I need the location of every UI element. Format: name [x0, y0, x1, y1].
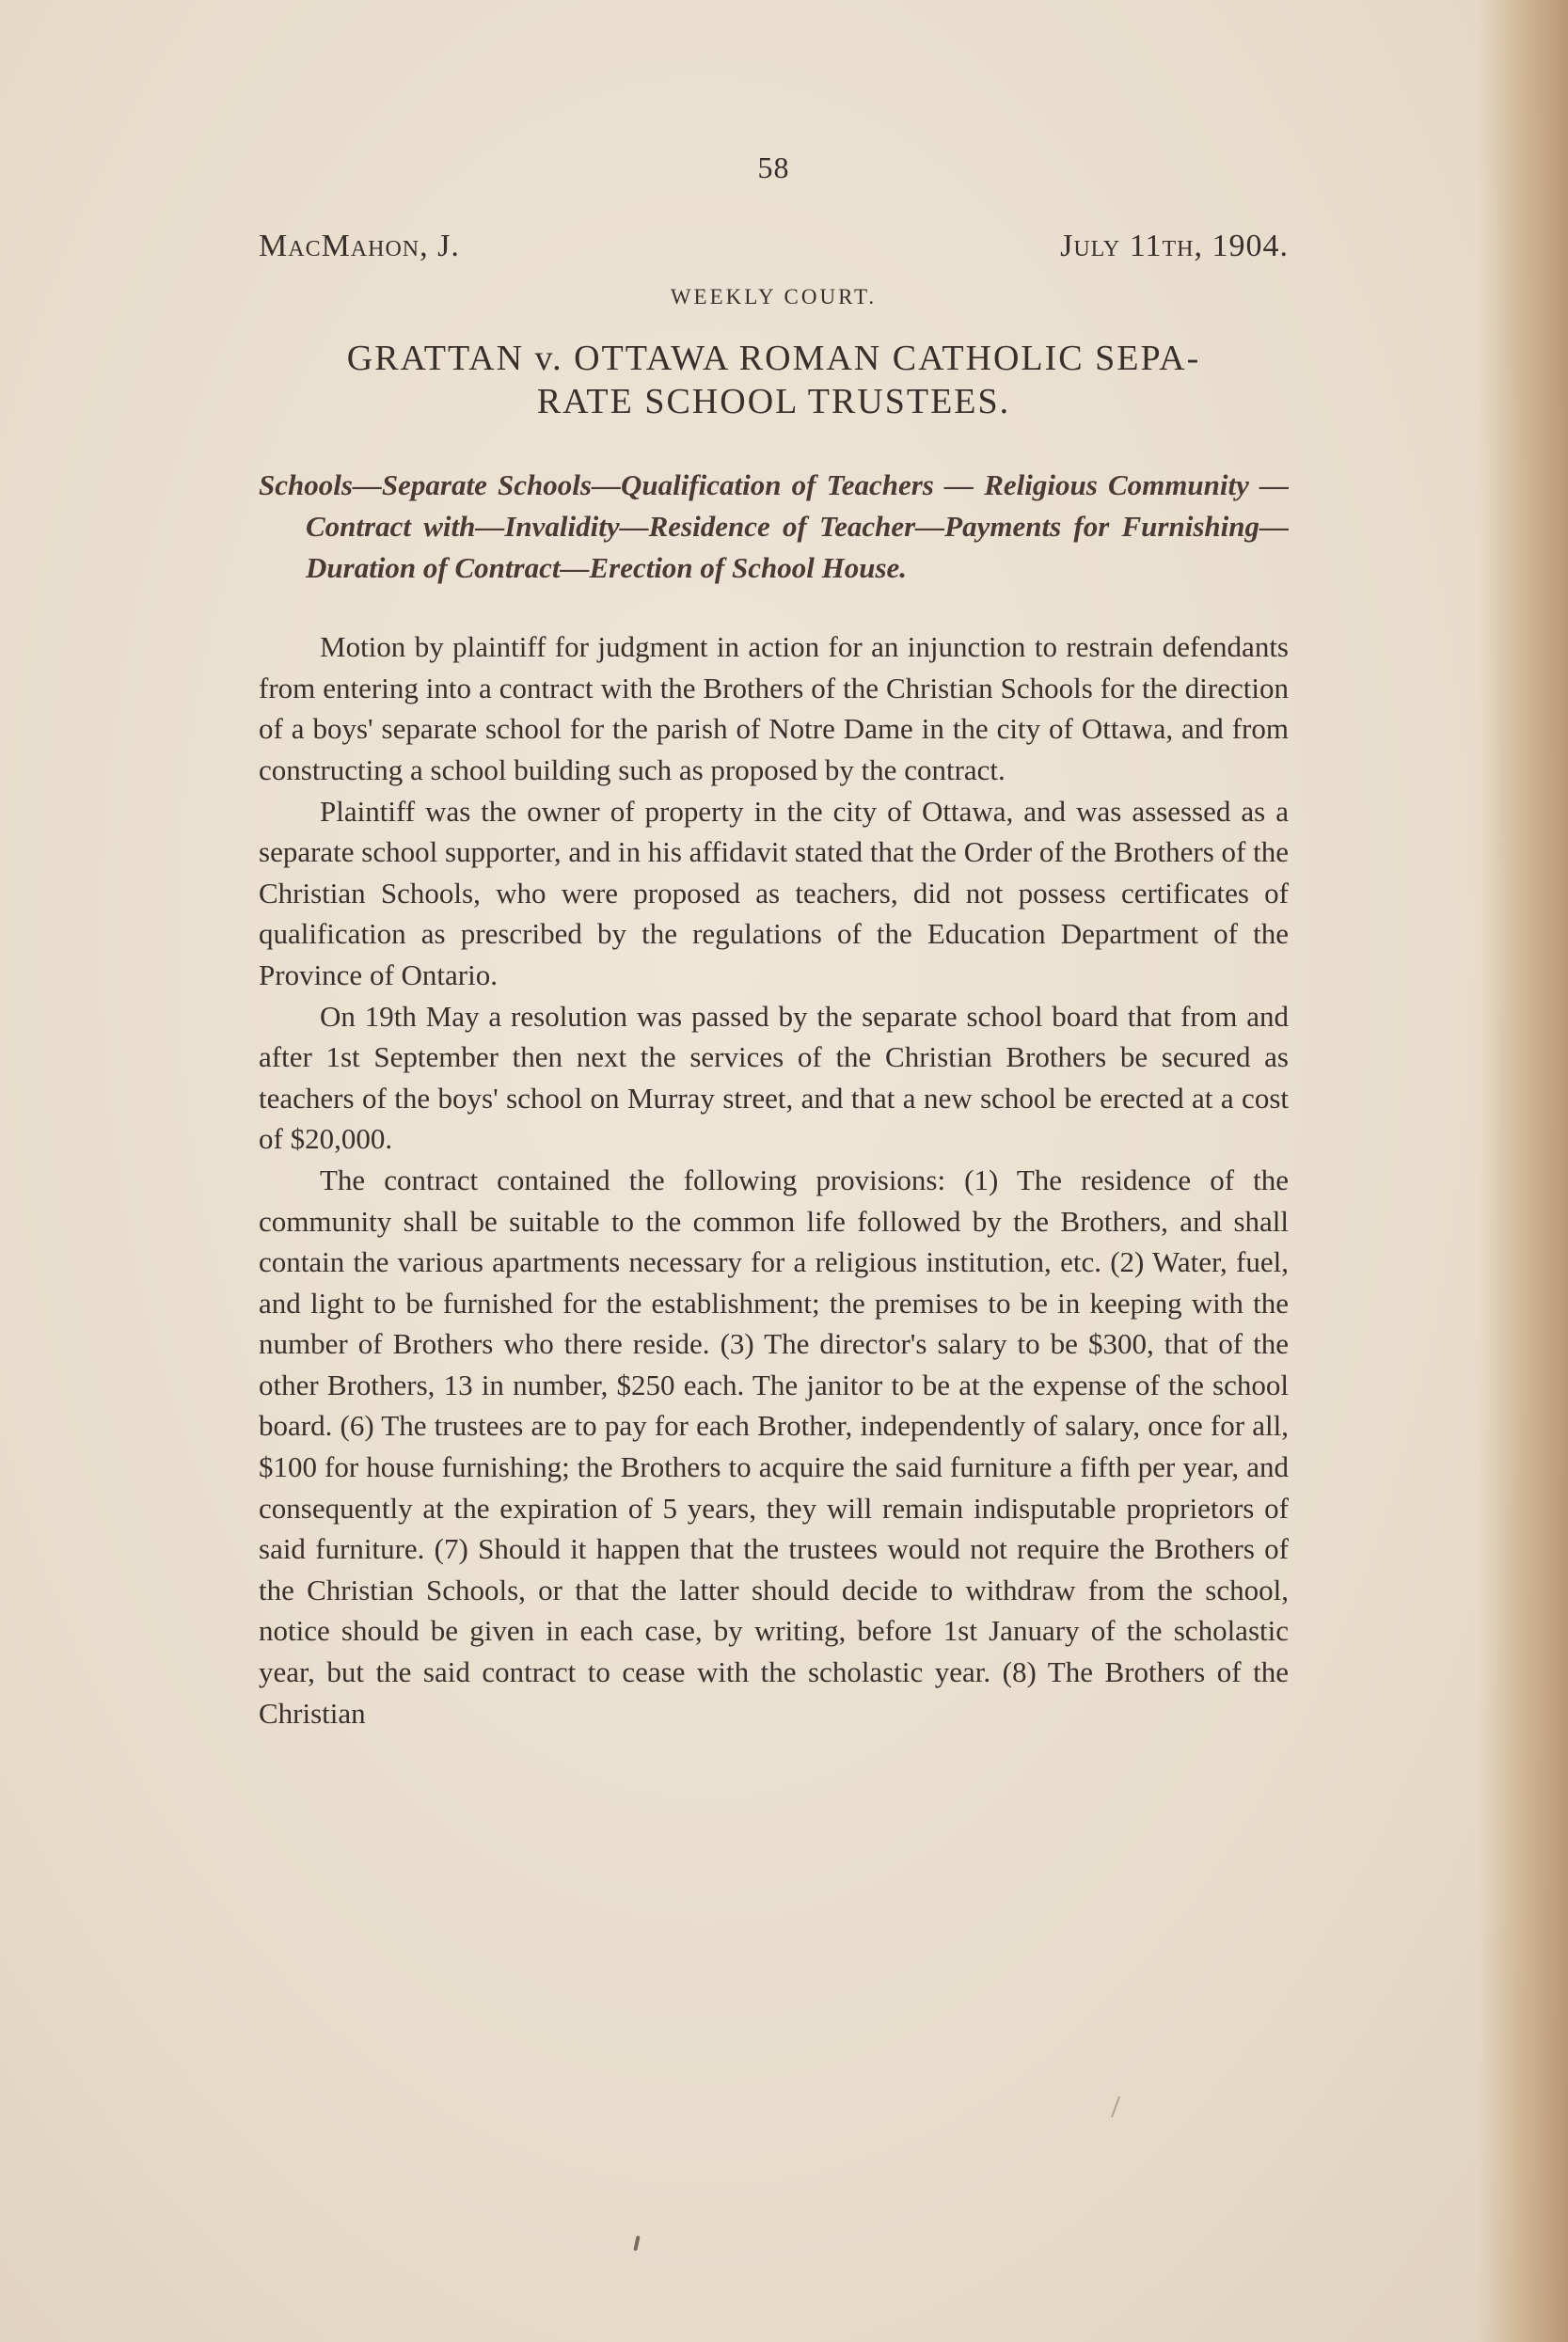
court-name: WEEKLY COURT.	[670, 285, 878, 309]
decision-date: July 11th, 1904.	[1060, 229, 1289, 263]
page-number: 58	[757, 150, 790, 184]
page-content	[259, 150, 1289, 1733]
page-gutter-shadow	[1479, 0, 1568, 2342]
judge-name: MacMahon, J.	[259, 229, 460, 263]
headnote: Schools—Separate Schools—Qualification of Teachers — Religious Community — Contract with—Invalidity—Residence of Teacher—Payments for Furnishing—Duration of Contract—Erection of School House.	[259, 468, 1289, 585]
case-title-line-1: GRATTAN v. OTTAWA ROMAN CATHOLIC SEPA-	[346, 339, 1201, 378]
paragraph-plaintiff: Plaintiff was the owner of property in the city of Ottawa, and was assessed as a separate school supporter, and in his affidavit stated that the Order of the Brothers of the Christian Schools, who were proposed as teachers, did not possess certificates of qualification as prescribed by the regulations of the Education Department of the Province of Ontario.	[259, 794, 1289, 991]
paragraph-resolution: On 19th May a resolution was passed by the separate school board that from and after 1st September then next the services of the Christian Brothers be secured as teachers of the boys' school on Murray street, and that a new school be erected at a cost of $20,000.	[259, 999, 1289, 1156]
case-title-line-2: RATE SCHOOL TRUSTEES.	[536, 381, 1011, 421]
running-header	[259, 229, 1289, 264]
paragraph-motion: Motion by plaintiff for judgment in action for an injunction to restrain defendants from entering into a contract with the Brothers of the Christian Schools for the direction of a boys' separate school for the parish of Notre Dame in the city of Ottawa, and from constructing a school building such as proposed by the contract.	[259, 630, 1289, 786]
case-title	[259, 338, 1289, 423]
paragraph-contract: The contract contained the following provisions: (1) The residence of the community shall be suitable to the common life followed by the Brothers, and shall contain the various apartments necessary for a religious institution, etc. (2) Water, fuel, and light to be furnished for the establishment; the premises to be in keeping with the number of Brothers who there reside. (3) The director's salary to be $300, that of the other Brothers, 13 in number, $250 each. The janitor to be at the expense of the school board. (6) The trustees are to pay for each Brother, independently of salary, once for all, $100 for house furnishing; the Brothers to acquire the said furniture a fifth per year, and consequently at the expiration of 5 years, they will remain indisputable proprietors of said furniture. (7) Should it happen that the trustees would not require the Brothers of the Christian Schools, or that the latter should decide to withdraw from the school, notice should be given in each case, by writing, before 1st January of the scholastic year, but the said contract to cease with the scholastic year. (8) The Brothers of the Christian	[259, 1163, 1289, 1730]
